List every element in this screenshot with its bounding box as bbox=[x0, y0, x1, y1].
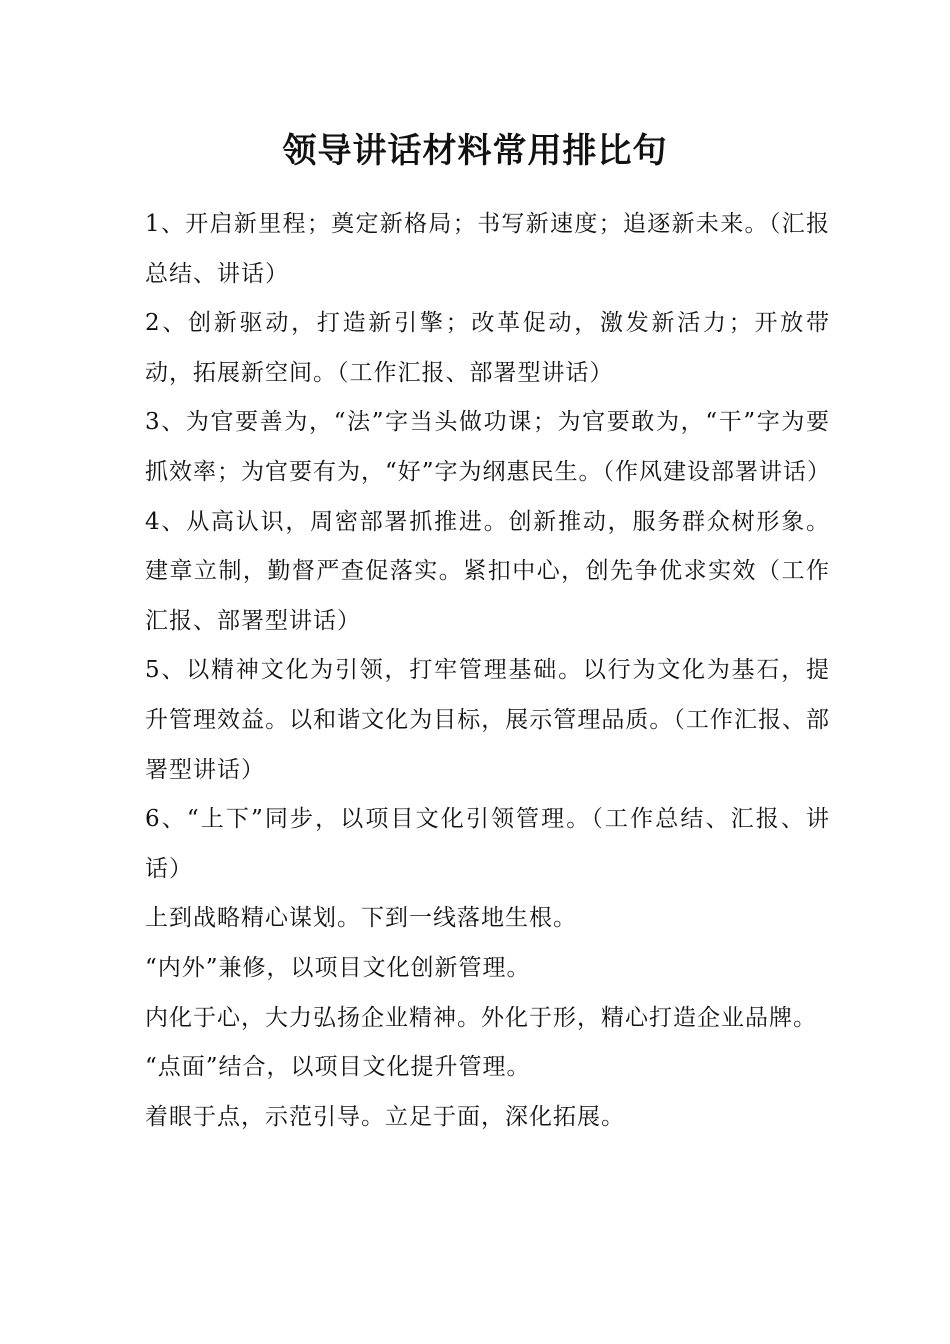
paragraph-3: 3、为官要善为，“法”字当头做功课；为官要敢为，“干”字为要抓效率；为官要有为，“好”字为纲惠民生。（作风建设部署讲话） bbox=[145, 409, 832, 485]
paragraph-4: 4、从高认识，周密部署抓推进。创新推动，服务群众树形象。建章立制，勤督严查促落实。紧扣中心，创先争优求实效（工作汇报、部署型讲话） bbox=[145, 508, 830, 634]
paragraph-11: 着眼于点，示范引导。立足于面，深化拓展。 bbox=[145, 1103, 625, 1130]
paragraph-7: 上到战略精心谋划。下到一线落地生根。 bbox=[145, 905, 577, 932]
paragraph-6: 6、“上下”同步，以项目文化引领管理。（工作总结、汇报、讲话） bbox=[145, 806, 830, 882]
document-body bbox=[145, 200, 830, 1142]
paragraph-10: “点面”结合，以项目文化提升管理。 bbox=[145, 1054, 531, 1081]
paragraph-8: “内外”兼修，以项目文化创新管理。 bbox=[145, 954, 531, 981]
paragraph-2: 2、创新驱动，打造新引擎；改革促动，激发新活力；开放带动，拓展新空间。（工作汇报、部署型讲话） bbox=[145, 310, 830, 386]
paragraph-5: 5、以精神文化为引领，打牢管理基础。以行为文化为基石，提升管理效益。以和谐文化为目标，展示管理品质。（工作汇报、部署型讲话） bbox=[145, 657, 830, 783]
document-title: 领导讲话材料常用排比句 bbox=[282, 131, 668, 171]
paragraph-1: 1、开启新里程；奠定新格局；书写新速度；追逐新未来。（汇报总结、讲话） bbox=[145, 211, 830, 287]
paragraph-9: 内化于心，大力弘扬企业精神。外化于形，精心打造企业品牌。 bbox=[145, 1004, 817, 1031]
